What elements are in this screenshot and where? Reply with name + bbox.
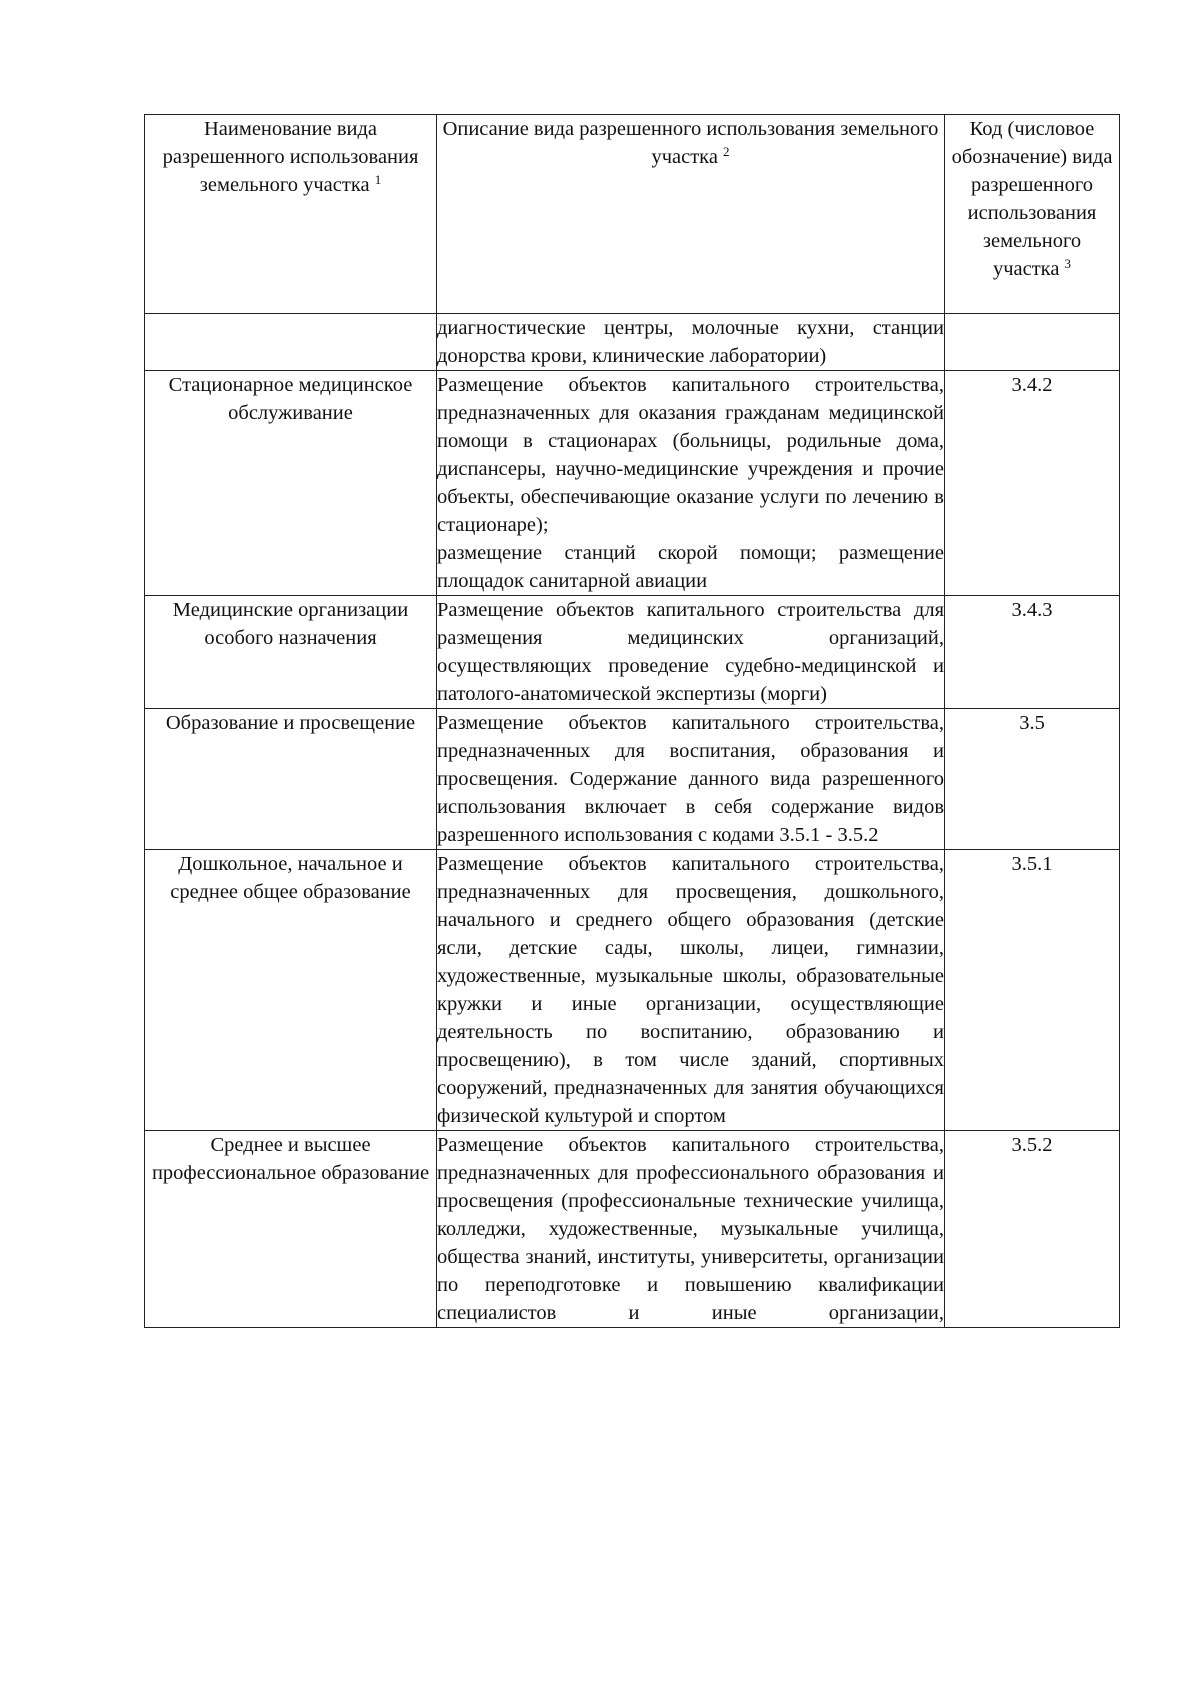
header-name-footnote: 1 — [374, 172, 382, 187]
row-description: Размещение объектов капитального строительства, предназначенных для воспитания, образования и просвещения. Содержание данного вида разрешенного использования включает в себя содержание видов разрешенного использования с кодами 3.5.1 - 3.5.2 — [437, 709, 945, 850]
row-description-part: размещение станций скорой помощи; размещение площадок санитарной авиации — [437, 542, 944, 592]
row-name: Дошкольное, начальное и среднее общее образование — [145, 850, 437, 1131]
land-use-table — [144, 114, 1120, 1328]
header-name-text: Наименование вида разрешенного использования земельного участка — [162, 118, 419, 196]
header-name — [145, 115, 437, 314]
row-description: диагностические центры, молочные кухни, станции донорства крови, клинические лаборатории) — [437, 314, 945, 371]
header-description-text: Описание вида разрешенного использования земельного участка — [442, 118, 939, 168]
row-description: Размещение объектов капитального строительства для размещения медицинских организаций, осуществляющих проведение судебно-медицинской и патолого-анатомической экспертизы (морги) — [437, 596, 945, 709]
row-code — [945, 314, 1120, 371]
table-row — [145, 371, 1120, 596]
row-code: 3.4.2 — [945, 371, 1120, 596]
row-name: Образование и просвещение — [145, 709, 437, 850]
row-description: Размещение объектов капитального строительства, предназначенных для просвещения, дошкольного, начального и среднего общего образования (детские ясли, детские сады, школы, лицеи, гимназии, художественные, музыкальные школы, образовательные кружки и иные организации, осуществляющие деятельность по воспитанию, образованию и просвещению), в том числе зданий, спортивных сооружений, предназначенных для занятия обучающихся физической культурой и спортом — [437, 850, 945, 1131]
header-description — [437, 115, 945, 314]
row-name — [145, 314, 437, 371]
row-name: Среднее и высшее профессиональное образование — [145, 1131, 437, 1328]
header-code-text: Код (числовое обозначение) вида разрешенного использования земельного участка — [951, 118, 1113, 280]
table-header-row — [145, 115, 1120, 314]
table-row — [145, 596, 1120, 709]
header-code-footnote: 3 — [1064, 256, 1072, 271]
table-row — [145, 1131, 1120, 1328]
table-row — [145, 850, 1120, 1131]
header-description-footnote: 2 — [723, 144, 730, 159]
row-description — [437, 371, 945, 596]
row-code: 3.5.2 — [945, 1131, 1120, 1328]
row-code: 3.4.3 — [945, 596, 1120, 709]
row-description: Размещение объектов капитального строительства, предназначенных для профессионального образования и просвещения (профессиональные технические училища, колледжи, художественные, музыкальные училища, общества знаний, институты, университеты, организации по переподготовке и повышению квалификации специалистов и иные организации, — [437, 1131, 945, 1328]
header-code — [945, 115, 1120, 314]
row-name: Стационарное медицинское обслуживание — [145, 371, 437, 596]
table-row — [145, 709, 1120, 850]
table-row — [145, 314, 1120, 371]
row-name: Медицинские организации особого назначения — [145, 596, 437, 709]
row-code: 3.5.1 — [945, 850, 1120, 1131]
row-description-part: Размещение объектов капитального строительства, предназначенных для оказания гражданам медицинской помощи в стационарах (больницы, родильные дома, диспансеры, научно-медицинские учреждения и прочие объекты, обеспечивающие оказание услуги по лечению в стационаре); — [437, 374, 944, 536]
row-code: 3.5 — [945, 709, 1120, 850]
